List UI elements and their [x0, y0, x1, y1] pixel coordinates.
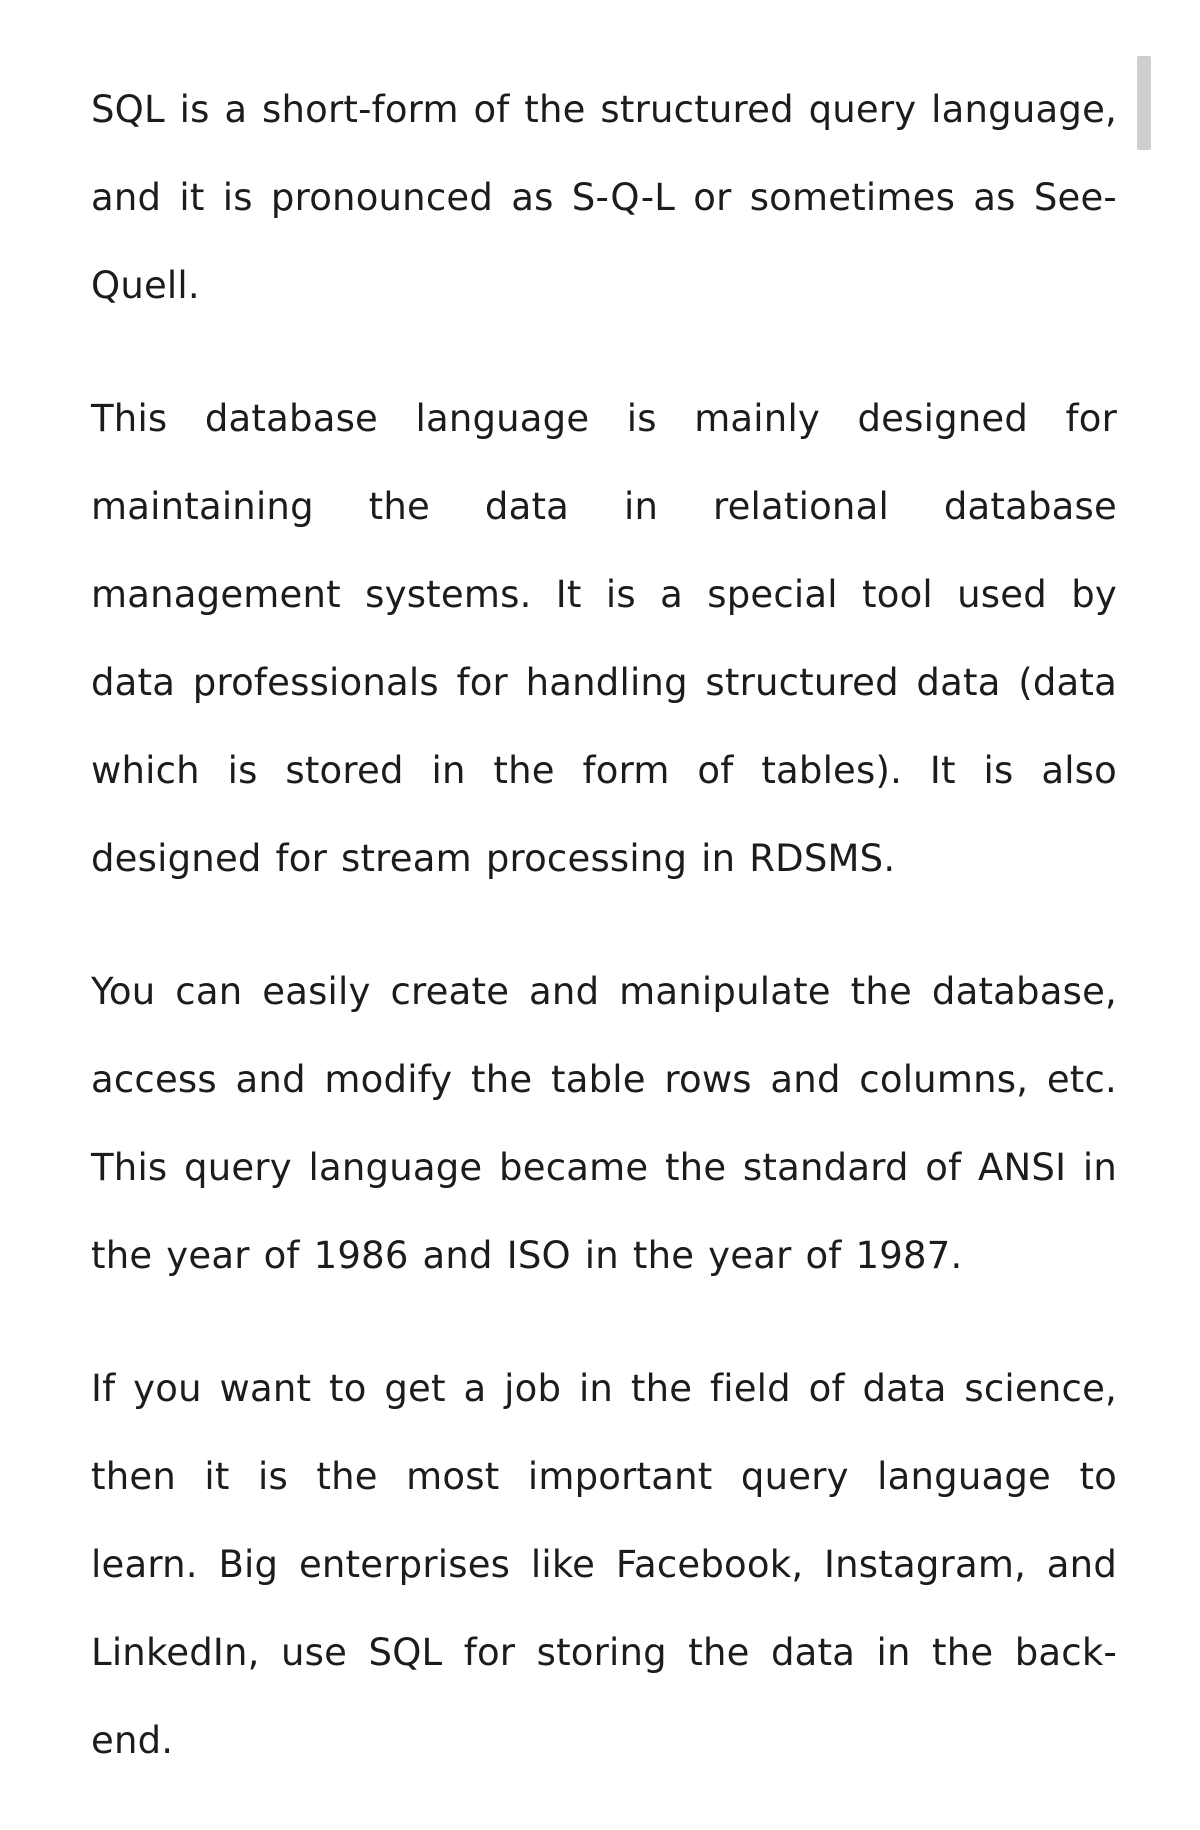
scrollbar-thumb[interactable]: [1137, 56, 1151, 150]
paragraph-sql-careers: If you want to get a job in the field of data science, then it is the most important query language to learn. Big enterprises like Facebook, Instagram, and LinkedIn, use SQL for storing the data in the back-end.: [91, 1367, 1117, 1762]
paragraph-sql-standards: You can easily create and manipulate the database, access and modify the table rows and columns, etc. This query language became the standard of ANSI in the year of 1986 and ISO in the year of 1987.: [91, 970, 1117, 1277]
article-body: [91, 66, 1117, 1830]
paragraph-sql-purpose: This database language is mainly designed for maintaining the data in relational database management systems. It is a special tool used by data professionals for handling structured data (data which is stored in the form of tables). It is also designed for stream processing in RDSMS.: [91, 397, 1117, 880]
paragraph-sql-definition: SQL is a short-form of the structured query language, and it is pronounced as S-Q-L or sometimes as See-Quell.: [91, 88, 1117, 307]
